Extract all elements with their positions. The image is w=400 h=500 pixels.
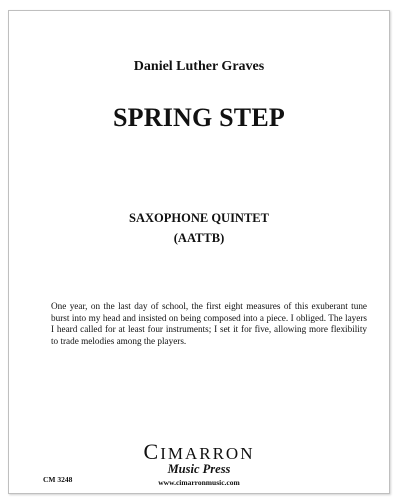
publisher-website: www.cimarronmusic.com xyxy=(158,478,240,487)
publisher-subtitle: Music Press xyxy=(167,462,231,476)
ensemble-voicing: (AATTB) xyxy=(173,231,225,245)
composer-name: Daniel Luther Graves xyxy=(133,59,265,74)
publisher-name-initial: C xyxy=(143,439,161,464)
catalog-number: CM 3248 xyxy=(43,475,73,484)
score-cover-page xyxy=(8,10,390,494)
ensemble-name: SAXOPHONE QUINTET xyxy=(129,211,269,225)
program-note: One year, on the last day of school, the first eight measures of this exuberant tune burst into my head and insisted on being composed into a piece. I obliged. The layers I heard called for at least four instruments; I set it for five, allowing more flexibility to trade melodies among the players. xyxy=(51,301,367,346)
piece-title: SPRING STEP xyxy=(113,103,285,132)
ensemble-block xyxy=(9,208,389,248)
publisher-name-rest: IMARRON xyxy=(160,444,255,463)
